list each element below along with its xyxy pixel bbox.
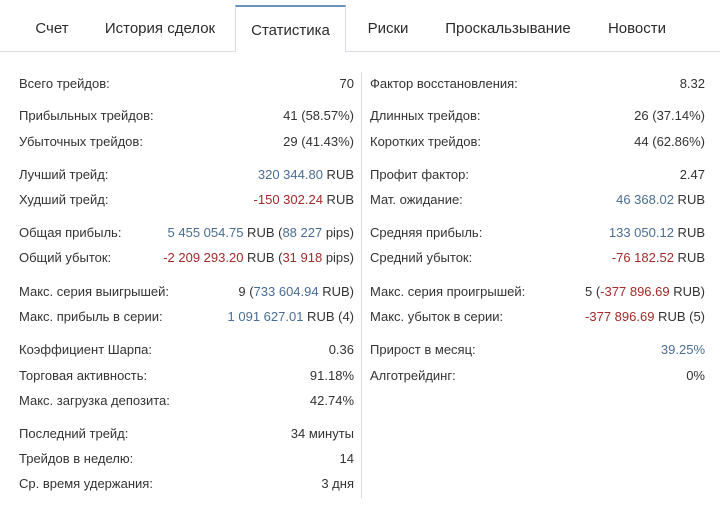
stat-row-max-deposit-load [19, 390, 354, 412]
stat-label: Профит фактор: [370, 167, 469, 182]
stat-label: Макс. серия проигрышей: [370, 284, 526, 299]
stat-label: Алготрейдинг: [370, 368, 456, 383]
stat-unit: RUB ( [243, 250, 283, 265]
stat-value: 39.25% [660, 342, 705, 357]
stat-value: 44 (62.86%) [634, 134, 705, 149]
stat-label: Трейдов в неделю: [19, 451, 134, 466]
stat-row-best-trade [19, 164, 354, 186]
stat-row-recovery-factor [370, 73, 705, 95]
stat-row-max-streak-profit [19, 306, 354, 328]
stat-row-algotrading [370, 365, 705, 387]
stat-unit: RUB (5) [654, 309, 705, 324]
stat-amount: -377 896.69 [585, 309, 655, 324]
stat-label: Средняя прибыль: [370, 225, 483, 240]
stat-prefix: 9 ( [238, 284, 254, 299]
stat-unit: RUB (4) [303, 309, 354, 324]
stat-value [254, 189, 354, 211]
stat-row-loss-trades [19, 131, 354, 153]
tab-news[interactable]: Новости [607, 20, 667, 37]
stat-value: 34 минуты [290, 426, 354, 441]
stat-value: 41 (58.57%) [283, 108, 354, 123]
stat-amount: 46 368.02 [616, 192, 674, 207]
stat-value: 70 [339, 76, 354, 91]
stat-row-avg-loss [370, 247, 705, 269]
stat-row-avg-profit [370, 222, 705, 244]
stat-label: Убыточных трейдов: [19, 134, 143, 149]
stat-value [168, 222, 354, 244]
stat-value [585, 306, 705, 328]
stat-pips-unit: pips) [322, 225, 354, 240]
stat-pips: 31 918 [282, 250, 323, 265]
stat-amount: -2 209 293.20 [163, 250, 244, 265]
stat-label: Общий убыток: [19, 250, 112, 265]
stat-label: Прибыльных трейдов: [19, 108, 154, 123]
stat-row-gross-profit [19, 222, 354, 244]
stat-unit: RUB [322, 192, 354, 207]
tab-trade-history[interactable]: История сделок [104, 20, 216, 37]
tab-bar [0, 0, 720, 52]
stat-unit: RUB ( [243, 225, 283, 240]
stat-label: Коэффициент Шарпа: [19, 342, 153, 357]
stat-label: Последний трейд: [19, 426, 129, 441]
stat-amount: 320 344.80 [257, 167, 323, 182]
stat-value: 91.18% [309, 368, 354, 383]
stat-row-max-streak-loss [370, 306, 705, 328]
stat-value [163, 247, 354, 269]
stat-label: Ср. время удержания: [19, 476, 153, 491]
stat-label: Общая прибыль: [19, 225, 122, 240]
stat-value: 8.32 [679, 76, 705, 91]
stat-value [616, 189, 705, 211]
stat-value [238, 281, 354, 303]
stat-pips-unit: pips) [322, 250, 354, 265]
stat-unit: RUB [673, 225, 705, 240]
stat-unit: RUB [322, 167, 354, 182]
stat-value: 0.36 [328, 342, 354, 357]
stat-label: Длинных трейдов: [370, 108, 481, 123]
stat-label: Торговая активность: [19, 368, 148, 383]
stat-row-total-trades [19, 73, 354, 95]
stat-value [585, 281, 705, 303]
stat-value [258, 164, 354, 186]
stat-row-long-trades [370, 105, 705, 127]
tab-statistics[interactable]: Статистика [235, 5, 346, 53]
stat-unit: RUB) [318, 284, 354, 299]
stat-value [609, 222, 705, 244]
stat-value: 0% [686, 368, 705, 383]
stat-label: Коротких трейдов: [370, 134, 482, 149]
stat-label: Макс. прибыль в серии: [19, 309, 163, 324]
stat-unit: RUB [673, 250, 705, 265]
stat-row-sharpe [19, 339, 354, 361]
stat-value: 14 [339, 451, 354, 466]
stat-prefix: 5 ( [585, 284, 601, 299]
stat-label: Макс. убыток в серии: [370, 309, 504, 324]
tab-risks[interactable]: Риски [367, 20, 409, 37]
stat-row-max-win-streak [19, 281, 354, 303]
stat-amount: 133 050.12 [608, 225, 674, 240]
stat-value [612, 247, 705, 269]
stat-value: 26 (37.14%) [634, 108, 705, 123]
tab-account[interactable]: Счет [35, 20, 69, 37]
stat-label: Макс. серия выигрышей: [19, 284, 169, 299]
stat-row-profit-factor [370, 164, 705, 186]
stat-row-avg-holding [19, 473, 354, 495]
stat-amount: 5 455 054.75 [167, 225, 244, 240]
stat-label: Фактор восстановления: [370, 76, 518, 91]
stat-value: 2.47 [679, 167, 705, 182]
stat-amount: 1 091 627.01 [227, 309, 304, 324]
column-divider [361, 72, 362, 498]
stat-unit: RUB [673, 192, 705, 207]
stat-row-max-loss-streak [370, 281, 705, 303]
stat-label: Прирост в месяц: [370, 342, 476, 357]
stat-row-gross-loss [19, 247, 354, 269]
stat-pips: 88 227 [282, 225, 323, 240]
stat-unit: RUB) [669, 284, 705, 299]
stat-row-trades-per-week [19, 448, 354, 470]
stat-row-activity [19, 365, 354, 387]
stat-row-worst-trade [19, 189, 354, 211]
stat-row-last-trade [19, 423, 354, 445]
stat-amount: 733 604.94 [253, 284, 319, 299]
stat-label: Худший трейд: [19, 192, 109, 207]
stat-row-short-trades [370, 131, 705, 153]
stat-row-profit-trades [19, 105, 354, 127]
stat-label: Лучший трейд: [19, 167, 109, 182]
stat-row-monthly-growth [370, 339, 705, 361]
stat-row-expectancy [370, 189, 705, 211]
tab-slippage[interactable]: Проскальзывание [445, 20, 571, 37]
stat-value: 29 (41.43%) [283, 134, 354, 149]
stat-amount: -76 182.52 [611, 250, 674, 265]
stat-value: 3 дня [321, 476, 354, 491]
stat-label: Средний убыток: [370, 250, 473, 265]
stat-value: 42.74% [309, 393, 354, 408]
stat-amount: -377 896.69 [600, 284, 670, 299]
stat-label: Мат. ожидание: [370, 192, 463, 207]
stat-amount: -150 302.24 [253, 192, 323, 207]
stat-label: Макс. загрузка депозита: [19, 393, 170, 408]
stat-label: Всего трейдов: [19, 76, 110, 91]
stat-value [228, 306, 354, 328]
